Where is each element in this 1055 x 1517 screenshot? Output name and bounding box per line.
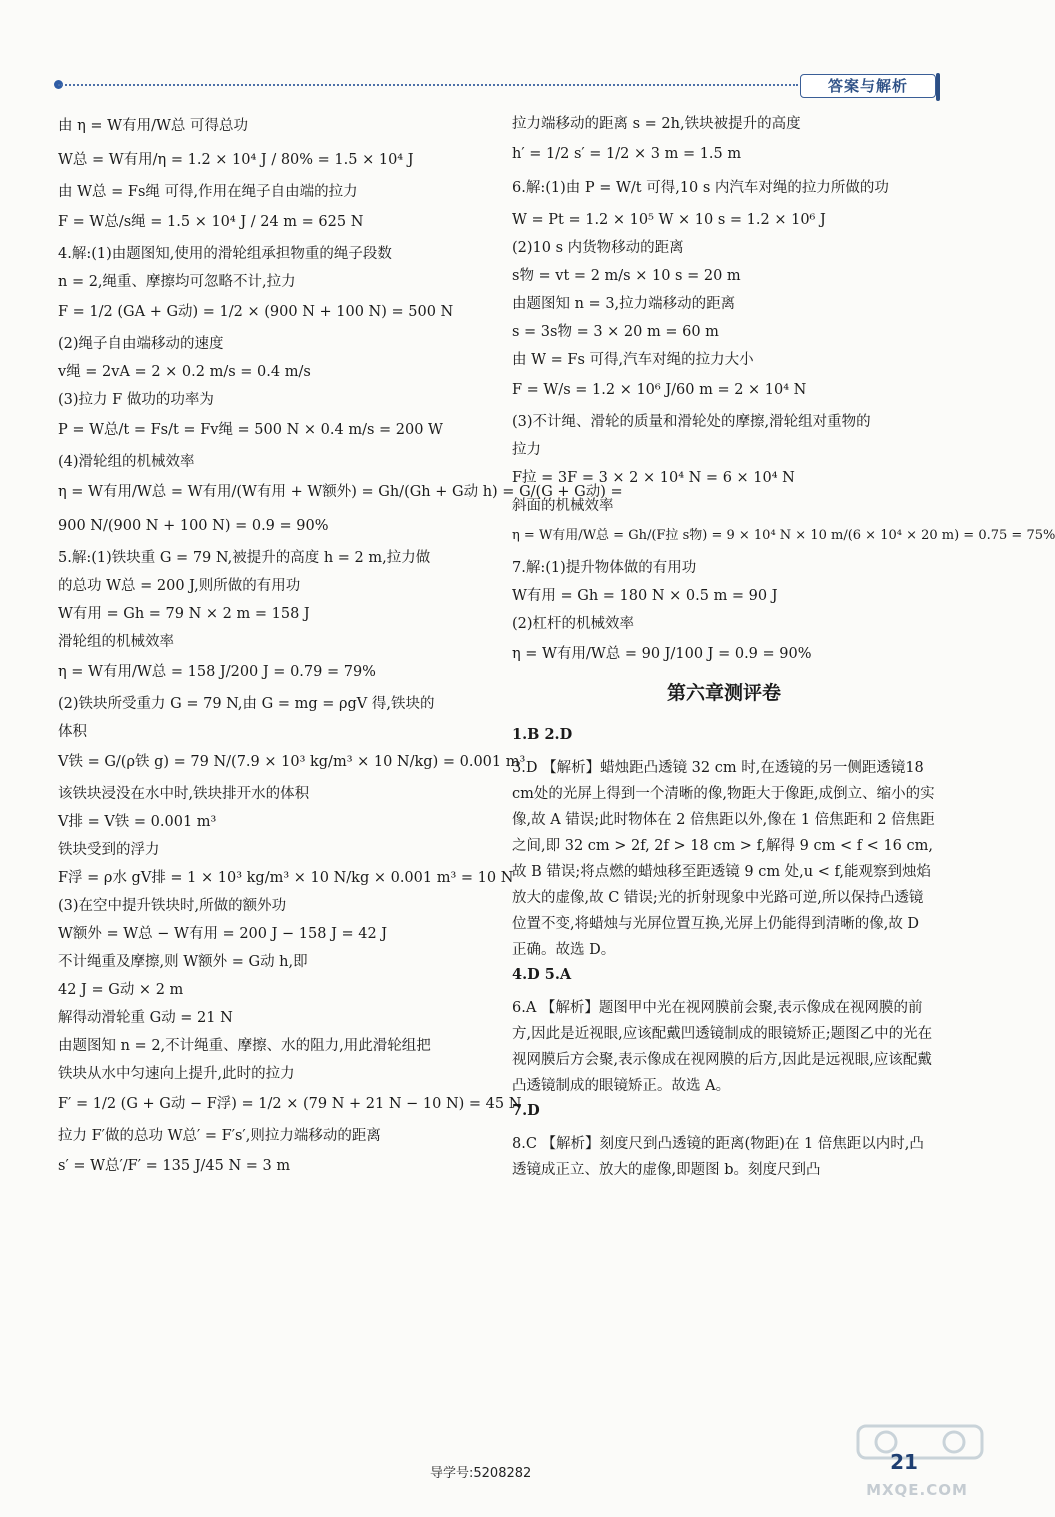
left-line: 不计绳重及摩擦,则 W额外 = G动 h,即 (58, 954, 308, 970)
right-column (512, 116, 1055, 1195)
right-line: (3)不计绳、滑轮的质量和滑轮处的摩擦,滑轮组对重物的 (512, 414, 871, 430)
left-line: (2)铁块所受重力 G = 79 N,由 G = mg = ρgV 得,铁块的 (58, 696, 435, 712)
answer-paragraph: 6.A 【解析】题图甲中光在视网膜前会聚,表示像成在视网膜的前方,因此是近视眼,应该配戴凹透镜制成的眼镜矫正;题图乙中的光在视网膜后方会聚,表示像成在视网膜的后方,因此是远视眼,应该配戴凸透镜制成的眼镜矫正。故选 A。 (512, 1000, 933, 1094)
answer-line: 7.D (512, 1102, 540, 1119)
left-line: η = W有用/W总 = W有用/(W有用 + W额外) = Gh/(Gh + G动 h) = G/(G + G动) = (58, 484, 623, 500)
left-line: 解得动滑轮重 G动 = 21 N (58, 1010, 233, 1026)
left-line: W额外 = W总 − W有用 = 200 J − 158 J = 42 J (58, 926, 388, 942)
left-line: 铁块受到的浮力 (58, 842, 160, 858)
right-line: 斜面的机械效率 (512, 498, 614, 514)
left-line: 由 W总 = Fs绳 可得,作用在绳子自由端的拉力 (58, 184, 358, 200)
right-line: 由 W = Fs 可得,汽车对绳的拉力大小 (512, 352, 754, 368)
answer-line: 4.D 5.A (512, 966, 572, 983)
right-line: W有用 = Gh = 180 N × 0.5 m = 90 J (512, 588, 778, 604)
left-line: F = 1/2 (GA + G动) = 1/2 × (900 N + 100 N) = 500 N (58, 304, 454, 320)
right-line: η = W有用/W总 = 90 J/100 J = 0.9 = 90% (512, 646, 812, 662)
left-line: V铁 = G/(ρ铁 g) = 79 N/(7.9 × 10³ kg/m³ × 10 N/kg) = 0.001 m³ (58, 754, 526, 770)
right-line: F = W/s = 1.2 × 10⁶ J/60 m = 2 × 10⁴ N (512, 382, 807, 398)
left-line: F浮 = ρ水 gV排 = 1 × 10³ kg/m³ × 10 N/kg × 0.001 m³ = 10 N (58, 870, 514, 886)
watermark-text: MXQE.COM (866, 1481, 968, 1499)
page-number: 21 (890, 1450, 918, 1474)
left-line: 滑轮组的机械效率 (58, 634, 174, 650)
left-line: 5.解:(1)铁块重 G = 79 N,被提升的高度 h = 2 m,拉力做 (58, 550, 431, 566)
right-line: 6.解:(1)由 P = W/t 可得,10 s 内汽车对绳的拉力所做的功 (512, 180, 889, 196)
left-line: 铁块从水中匀速向上提升,此时的拉力 (58, 1066, 295, 1082)
right-line: (2)10 s 内货物移动的距离 (512, 240, 684, 256)
left-line: F = W总/s绳 = 1.5 × 10⁴ J / 24 m = 625 N (58, 214, 364, 230)
left-line: 42 J = G动 × 2 m (58, 982, 184, 998)
left-line: P = W总/t = Fs/t = Fv绳 = 500 N × 0.4 m/s = 200 W (58, 422, 443, 438)
left-line: 900 N/(900 N + 100 N) = 0.9 = 90% (58, 518, 329, 534)
right-line: W = Pt = 1.2 × 10⁵ W × 10 s = 1.2 × 10⁶ J (512, 212, 826, 228)
header-rule (58, 84, 798, 86)
left-line: (3)在空中提升铁块时,所做的额外功 (58, 898, 287, 914)
right-line: h′ = 1/2 s′ = 1/2 × 3 m = 1.5 m (512, 146, 742, 162)
header-badge: 答案与解析 (800, 74, 936, 98)
left-line: F′ = 1/2 (G + G动 − F浮) = 1/2 × (79 N + 21 N − 10 N) = 45 N (58, 1096, 522, 1112)
left-line: 拉力 F′做的总功 W总′ = F′s′,则拉力端移动的距离 (58, 1128, 381, 1144)
left-line: 体积 (58, 724, 87, 740)
guide-id: 导学号:5208282 (430, 1466, 532, 1481)
answer-paragraph: 3.D 【解析】蜡烛距凸透镜 32 cm 时,在透镜的另一侧距透镜18 cm处的光屏上得到一个清晰的像,物距大于像距,成倒立、缩小的实像,故 A 错误;此时物体在 2 倍焦距以外,像在 1 倍焦距和 2 倍焦距之间,即 32 cm > 2f, 2f > 18 cm > f,解得 9 cm < f < 16 cm,故 B 错误;将点燃的蜡烛移至距透镜 9 cm 处,u < f,能观察到烛焰放大的虚像,故 C 错误;光的折射现象中光路可逆,所以保持凸透镜位置不变,将蜡烛与光屏位置互换,光屏上仍能得到清晰的像,故 D 正确。故选 D。 (512, 760, 935, 958)
answer-line: 1.B 2.D (512, 726, 573, 743)
left-line: 该铁块浸没在水中时,铁块排开水的体积 (58, 786, 310, 802)
left-line: (2)绳子自由端移动的速度 (58, 336, 224, 352)
left-line: v绳 = 2vA = 2 × 0.2 m/s = 0.4 m/s (58, 364, 311, 380)
section-title: 第六章测评卷 (666, 682, 781, 704)
right-line: s = 3s物 = 3 × 20 m = 60 m (512, 324, 719, 340)
right-line: 7.解:(1)提升物体做的有用功 (512, 560, 697, 576)
left-line: W有用 = Gh = 79 N × 2 m = 158 J (58, 606, 310, 622)
right-line: 拉力端移动的距离 s = 2h,铁块被提升的高度 (512, 116, 801, 132)
left-line: n = 2,绳重、摩擦均可忽略不计,拉力 (58, 274, 296, 290)
left-line: 的总功 W总 = 200 J,则所做的有用功 (58, 578, 301, 594)
left-line: V排 = V铁 = 0.001 m³ (58, 814, 217, 830)
left-line: η = W有用/W总 = 158 J/200 J = 0.79 = 79% (58, 664, 376, 680)
left-line: W总 = W有用/η = 1.2 × 10⁴ J / 80% = 1.5 × 10⁴ J (58, 152, 414, 168)
right-line: F拉 = 3F = 3 × 2 × 10⁴ N = 6 × 10⁴ N (512, 470, 795, 486)
left-line: 由 η = W有用/W总 可得总功 (58, 118, 248, 134)
right-line: 由题图知 n = 3,拉力端移动的距离 (512, 296, 736, 312)
left-line: (4)滑轮组的机械效率 (58, 454, 195, 470)
left-line: 由题图知 n = 2,不计绳重、摩擦、水的阻力,用此滑轮组把 (58, 1038, 431, 1054)
left-line: (3)拉力 F 做功的功率为 (58, 392, 214, 408)
answer-paragraph: 8.C 【解析】刻度尺到凸透镜的距离(物距)在 1 倍焦距以内时,凸透镜成正立、放大的虚像,即题图 b。刻度尺到凸 (512, 1136, 924, 1178)
right-line: 拉力 (512, 442, 541, 458)
right-line: (2)杠杆的机械效率 (512, 616, 635, 632)
left-line: s′ = W总′/F′ = 135 J/45 N = 3 m (58, 1158, 291, 1174)
left-line: 4.解:(1)由题图知,使用的滑轮组承担物重的绳子段数 (58, 246, 392, 262)
right-line: s物 = vt = 2 m/s × 10 s = 20 m (512, 268, 741, 284)
right-line: η = W有用/W总 = Gh/(F拉 s物) = 9 × 10⁴ N × 10 m/(6 × 10⁴ × 20 m) = 0.75 = 75% (512, 528, 1055, 543)
